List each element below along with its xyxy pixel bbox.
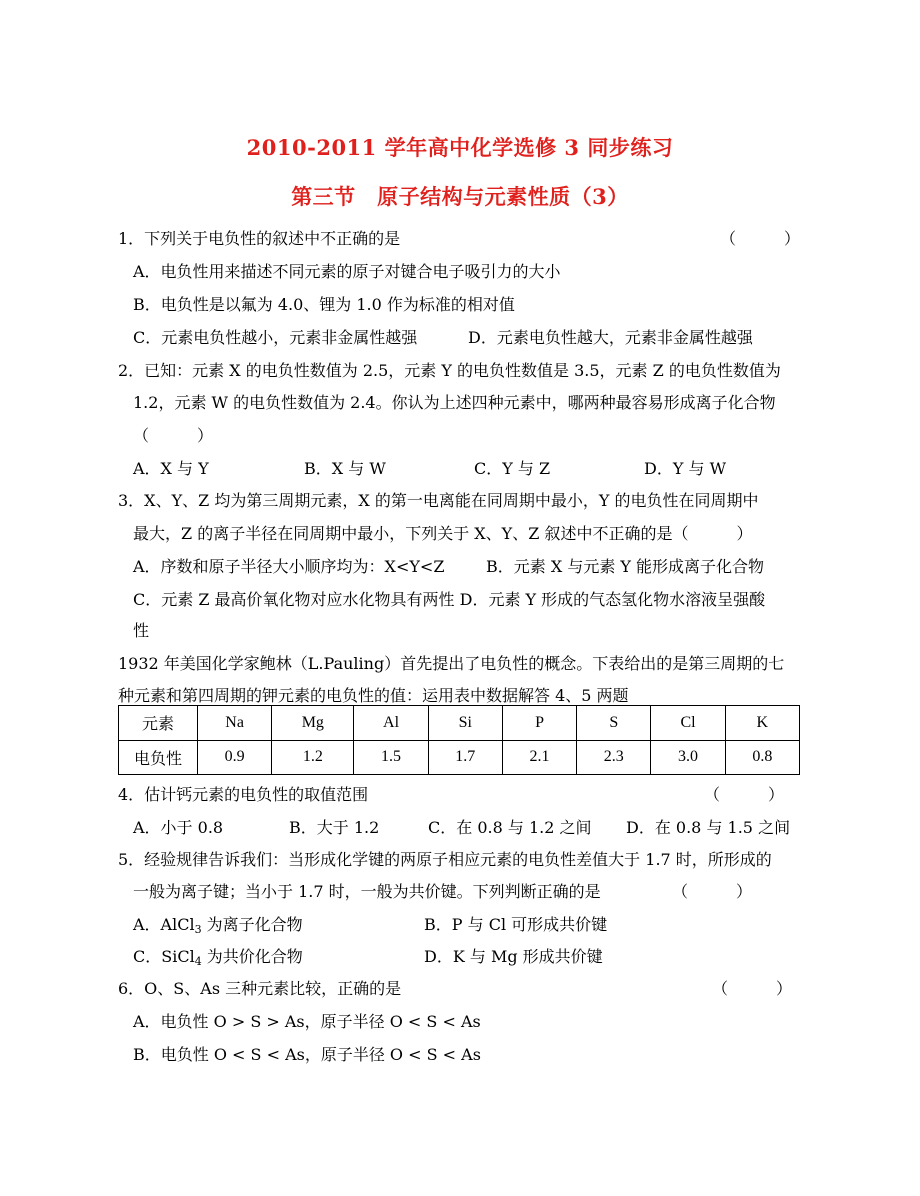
subscript: 3 xyxy=(194,923,202,936)
question-1-stem: 1．下列关于电负性的叙述中不正确的是 xyxy=(118,229,401,248)
table-cell: Si xyxy=(428,706,502,741)
question-5-option-b: B．P 与 Cl 可形成共价键 xyxy=(424,915,608,934)
question-4-stem: 4．估计钙元素的电负性的取值范围 xyxy=(118,785,369,804)
question-6-answer-blank: （ ） xyxy=(712,979,793,998)
question-6-option-b: B．电负性 O < S < As，原子半径 O < S < As xyxy=(133,1045,481,1064)
question-3-line-1: 3．X、Y、Z 均为第三周期元素，X 的第一电离能在同周期中最小，Y 的电负性在同周期中 xyxy=(118,491,759,510)
question-1-option-b: B．电负性是以氟为 4.0、锂为 1.0 作为标准的相对值 xyxy=(133,295,515,314)
table-cell: 0.9 xyxy=(198,740,272,775)
table-cell: 电负性 xyxy=(119,740,198,775)
question-5-line-2: 一般为离子键；当小于 1.7 时，一般为共价键。下列判断正确的是 xyxy=(133,882,601,901)
title-section: 第三节 原子结构与元素性质（3） xyxy=(291,184,629,209)
question-5-answer-blank: （ ） xyxy=(672,882,753,901)
question-2-line-2: 1.2，元素 W 的电负性数值为 2.4。你认为上述四种元素中，哪两种最容易形成离子化合物 xyxy=(133,393,776,412)
table-row-elements xyxy=(119,706,800,741)
table-cell: 1.2 xyxy=(272,740,354,775)
question-4-option-a: A．小于 0.8 xyxy=(133,818,224,837)
question-3-option-b: B．元素 X 与元素 Y 能形成离子化合物 xyxy=(486,557,765,576)
question-2-answer-blank: （ ） xyxy=(133,426,214,445)
table-row-values xyxy=(119,740,800,775)
question-4-option-c: C．在 0.8 与 1.2 之间 xyxy=(428,818,592,837)
title-main: 2010-2011 学年高中化学选修 3 同步练习 xyxy=(246,135,674,160)
question-2-option-a: A．X 与 Y xyxy=(133,459,209,478)
option-c-text: C．SiCl xyxy=(133,947,195,966)
question-2-option-c: C．Y 与 Z xyxy=(474,459,551,478)
question-3-option-a: A．序数和原子半径大小顺序均为：X<Y<Z xyxy=(133,557,445,576)
intro-line-1: 1932 年美国化学家鲍林（L.Pauling）首先提出了电负性的概念。下表给出的是第三周期的七 xyxy=(118,654,785,673)
question-4-answer-blank: （ ） xyxy=(704,785,785,804)
question-2-line-1: 2．已知：元素 X 的电负性数值为 2.5，元素 Y 的电负性数值是 3.5，元素 Z 的电负性数值为 xyxy=(118,361,781,380)
question-5-option-c xyxy=(133,947,303,967)
question-2-option-d: D．Y 与 W xyxy=(644,459,727,478)
question-5-option-d: D．K 与 Mg 形成共价键 xyxy=(424,947,603,966)
table-cell: P xyxy=(502,706,576,741)
question-1-option-a: A．电负性用来描述不同元素的原子对键合电子吸引力的大小 xyxy=(133,262,561,281)
question-1-option-d: D．元素电负性越大，元素非金属性越强 xyxy=(468,328,753,347)
question-3-line-2: 最大，Z 的离子半径在同周期中最小，下列关于 X、Y、Z 叙述中不正确的是（ ） xyxy=(133,524,753,543)
question-2-option-b: B．X 与 W xyxy=(304,459,386,478)
question-3-option-d-cont: 性 xyxy=(133,621,150,640)
table-cell: 2.3 xyxy=(577,740,651,775)
electronegativity-table xyxy=(118,705,800,775)
question-1-answer-blank: （ ） xyxy=(720,229,801,248)
table-cell: Na xyxy=(198,706,272,741)
table-cell: 1.5 xyxy=(354,740,428,775)
table-cell: 3.0 xyxy=(651,740,725,775)
question-5-option-a xyxy=(133,915,303,935)
table-cell: 0.8 xyxy=(725,740,799,775)
question-3-option-c-d: C．元素 Z 最高价氧化物对应水化物具有两性 D．元素 Y 形成的气态氢化物水溶液呈强酸 xyxy=(133,590,766,609)
option-a-text: A．AlCl xyxy=(133,915,195,934)
subscript: 4 xyxy=(194,955,202,968)
option-a-rest: 为离子化合物 xyxy=(201,915,303,934)
table-cell: 2.1 xyxy=(502,740,576,775)
intro-line-2: 种元素和第四周期的钾元素的电负性的值：运用表中数据解答 4、5 两题 xyxy=(118,686,629,705)
question-4-option-b: B．大于 1.2 xyxy=(289,818,380,837)
table-cell: Cl xyxy=(651,706,725,741)
question-5-line-1: 5．经验规律告诉我们：当形成化学键的两原子相应元素的电负性差值大于 1.7 时，所形成的 xyxy=(118,850,772,869)
option-c-rest: 为共价化合物 xyxy=(201,947,303,966)
table-cell: S xyxy=(577,706,651,741)
table-cell: 1.7 xyxy=(428,740,502,775)
table-cell: Al xyxy=(354,706,428,741)
table-cell: 元素 xyxy=(119,706,198,741)
question-6-option-a: A．电负性 O > S > As，原子半径 O < S < As xyxy=(133,1012,481,1031)
question-1-option-c: C．元素电负性越小，元素非金属性越强 xyxy=(133,328,418,347)
table-cell: Mg xyxy=(272,706,354,741)
question-4-option-d: D．在 0.8 与 1.5 之间 xyxy=(626,818,791,837)
table-cell: K xyxy=(725,706,799,741)
question-6-stem: 6．O、S、As 三种元素比较，正确的是 xyxy=(118,979,402,998)
